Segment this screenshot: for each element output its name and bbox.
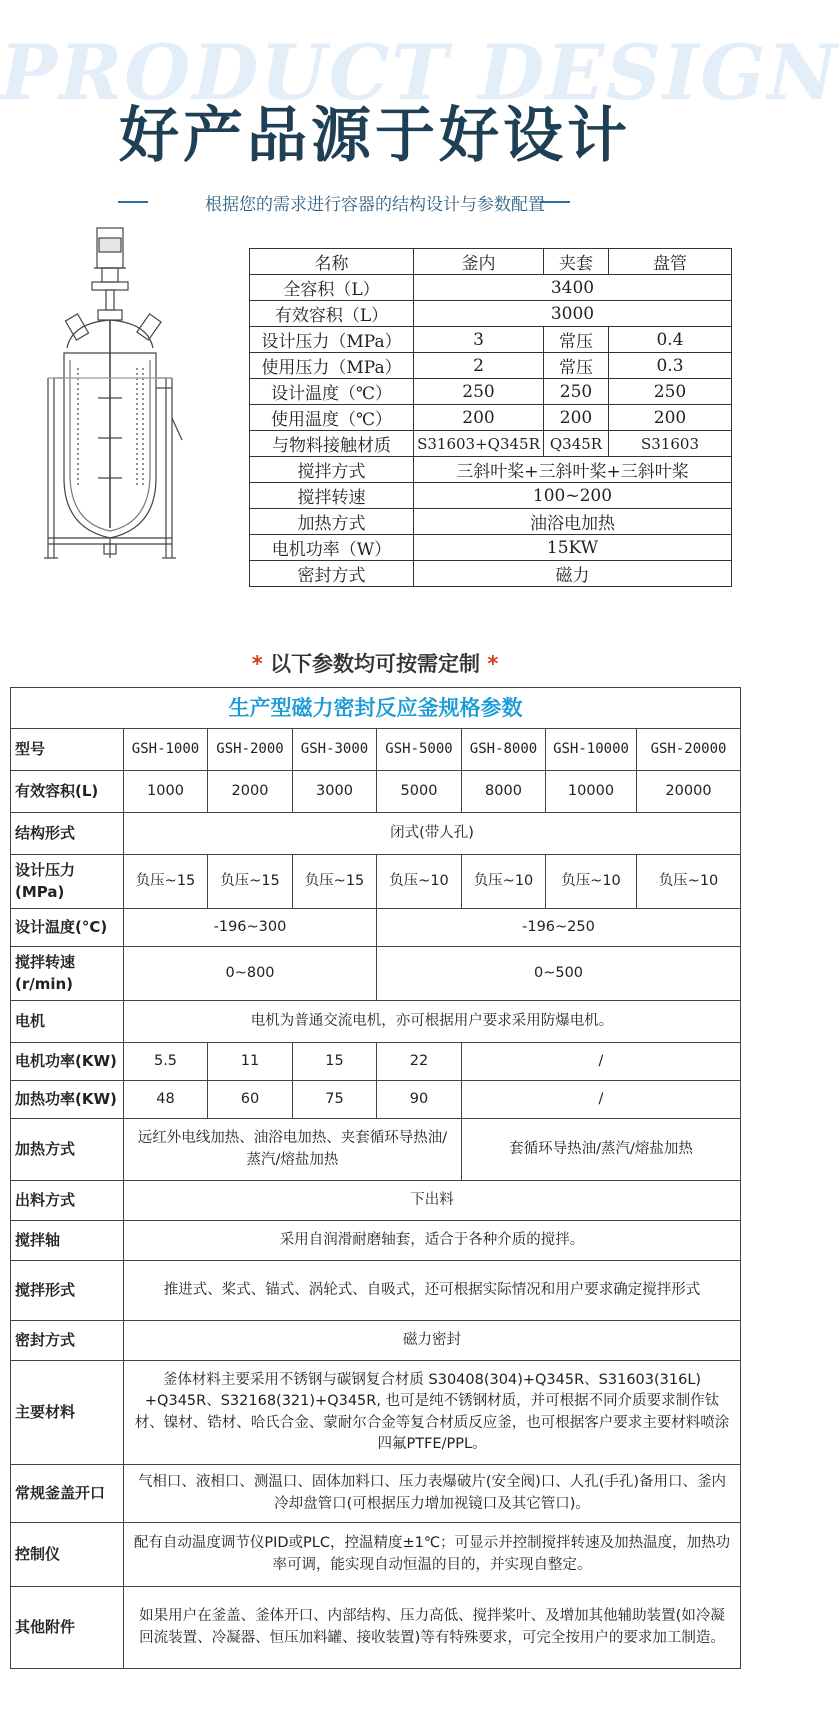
row-label: 搅拌转速(r/min) (11, 947, 124, 1001)
shaft-cell: 采用自润滑耐磨轴套，适合于各种介质的搅拌。 (124, 1221, 741, 1261)
params-row (250, 405, 732, 431)
spec-row-speed (11, 947, 741, 1001)
params-name-cell: 设计温度（℃） (250, 379, 414, 405)
pressure-cell: 负压~10 (546, 855, 637, 909)
params-value-cell: 200 (414, 405, 544, 431)
heat-power-cell: 48 (124, 1081, 208, 1119)
params-name-cell: 使用温度（℃） (250, 405, 414, 431)
params-value-cell: 0.4 (609, 327, 732, 353)
spec-row-model (11, 729, 741, 771)
params-value-cell: 常压 (544, 327, 609, 353)
row-label: 搅拌轴 (11, 1221, 124, 1261)
row-label: 控制仪 (11, 1523, 124, 1587)
heat-power-cell: 60 (208, 1081, 293, 1119)
params-value-cell: 0.3 (609, 353, 732, 379)
motor-power-cell: / (462, 1043, 741, 1081)
params-name-cell: 使用压力（MPa） (250, 353, 414, 379)
row-label: 电机 (11, 1001, 124, 1043)
agitator-cell: 推进式、桨式、锚式、涡轮式、自吸式，还可根据实际情况和用户要求确定搅拌形式 (124, 1261, 741, 1321)
spec-row-design-temp (11, 909, 741, 947)
motor-power-cell: 22 (377, 1043, 462, 1081)
params-row (250, 509, 732, 535)
model-cell: GSH-1000 (124, 729, 208, 771)
temp-cell: -196~300 (124, 909, 377, 947)
row-label: 设计温度(°C) (11, 909, 124, 947)
volume-cell: 5000 (377, 771, 462, 813)
params-name-cell: 有效容积（L） (250, 301, 414, 327)
params-value-cell: Q345R (544, 431, 609, 457)
params-header-cell: 釜内 (414, 249, 544, 275)
params-value-cell: S31603 (609, 431, 732, 457)
pressure-cell: 负压~15 (293, 855, 377, 909)
params-row (250, 301, 732, 327)
row-label: 结构形式 (11, 813, 124, 855)
params-row (250, 431, 732, 457)
row-label: 设计压力(MPa) (11, 855, 124, 909)
params-value-cell: 100~200 (414, 483, 732, 509)
row-label: 密封方式 (11, 1321, 124, 1361)
params-row (250, 561, 732, 587)
model-cell: GSH-3000 (293, 729, 377, 771)
spec-row-motor-power (11, 1043, 741, 1081)
customization-text: 以下参数均可按需定制 (262, 652, 488, 676)
volume-cell: 10000 (546, 771, 637, 813)
params-value-cell: 200 (544, 405, 609, 431)
control-cell: 配有自动温度调节仪PID或PLC，控温精度±1℃；可显示并控制搅拌转速及加热温度，加热功率可调，能实现自动恒温的目的，并实现自整定。 (124, 1523, 741, 1587)
params-value-cell: 三斜叶桨+三斜叶桨+三斜叶桨 (414, 457, 732, 483)
row-label: 主要材料 (11, 1361, 124, 1465)
row-label: 常规釜盖开口 (11, 1465, 124, 1523)
model-cell: GSH-2000 (208, 729, 293, 771)
spec-row-discharge (11, 1181, 741, 1221)
spec-row-control (11, 1523, 741, 1587)
spec-row-accessories (11, 1587, 741, 1669)
spec-row-heat-power (11, 1081, 741, 1119)
spec-row-material (11, 1361, 741, 1465)
params-value-cell: 油浴电加热 (414, 509, 732, 535)
row-label: 有效容积(L) (11, 771, 124, 813)
structure-cell: 闭式(带人孔) (124, 813, 741, 855)
spec-row-seal (11, 1321, 741, 1361)
openings-cell: 气相口、液相口、测温口、固体加料口、压力表爆破片(安全阀)口、人孔(手孔)备用口、釜内冷却盘管口(可根据压力增加视镜口及其它管口)。 (124, 1465, 741, 1523)
params-value-cell: 3 (414, 327, 544, 353)
row-label: 搅拌形式 (11, 1261, 124, 1321)
params-value-cell: 2 (414, 353, 544, 379)
material-cell: 釜体材料主要采用不锈钢与碳钢复合材质 S30408(304)+Q345R、S31603(316L) +Q345R、S32168(321)+Q345R, 也可是纯不锈钢材质，并可根据不同介质要求制作钛材、镍材、锆材、哈氏合金、蒙耐尔合金等复合材质反应釜，也可根据客户要求主要材料喷涂四氟PTFE/PPL。 (124, 1361, 741, 1465)
customization-note (0, 648, 750, 678)
params-name-cell: 设计压力（MPa） (250, 327, 414, 353)
params-header-row (250, 249, 732, 275)
volume-cell: 1000 (124, 771, 208, 813)
params-name-cell: 全容积（L） (250, 275, 414, 301)
params-value-cell: 250 (544, 379, 609, 405)
params-value-cell: 250 (609, 379, 732, 405)
params-row (250, 275, 732, 301)
accessories-cell: 如果用户在釜盖、釜体开口、内部结构、压力高低、搅拌桨叶、及增加其他辅助装置(如冷凝回流装置、冷凝器、恒压加料罐、接收装置)等有特殊要求，可完全按用户的要求加工制造。 (124, 1587, 741, 1669)
params-value-cell: 磁力 (414, 561, 732, 587)
spec-caption-row (11, 688, 741, 729)
discharge-cell: 下出料 (124, 1181, 741, 1221)
params-value-cell: 250 (414, 379, 544, 405)
params-header-cell: 夹套 (544, 249, 609, 275)
params-value-cell: 3000 (414, 301, 732, 327)
params-header-cell: 盘管 (609, 249, 732, 275)
row-label: 加热功率(KW) (11, 1081, 124, 1119)
heating-cell: 套循环导热油/蒸汽/熔盐加热 (462, 1119, 741, 1181)
volume-cell: 20000 (637, 771, 741, 813)
params-row (250, 327, 732, 353)
pressure-cell: 负压~10 (637, 855, 741, 909)
asterisk-icon: * (251, 652, 263, 676)
motor-power-cell: 11 (208, 1043, 293, 1081)
spec-table (10, 687, 741, 1669)
reactor-diagram (42, 228, 232, 638)
params-name-cell: 搅拌转速 (250, 483, 414, 509)
spec-row-heating (11, 1119, 741, 1181)
params-row (250, 353, 732, 379)
params-name-cell: 加热方式 (250, 509, 414, 535)
heat-power-cell: 75 (293, 1081, 377, 1119)
params-name-cell: 搅拌方式 (250, 457, 414, 483)
params-row (250, 483, 732, 509)
spec-title: 生产型磁力密封反应釜规格参数 (11, 688, 741, 729)
volume-cell: 8000 (462, 771, 546, 813)
model-cell: GSH-20000 (637, 729, 741, 771)
params-value-cell: 3400 (414, 275, 732, 301)
params-value-cell: 15KW (414, 535, 732, 561)
pressure-cell: 负压~15 (208, 855, 293, 909)
params-row (250, 379, 732, 405)
params-row (250, 535, 732, 561)
params-value-cell: S31603+Q345R (414, 431, 544, 457)
params-row (250, 457, 732, 483)
params-value-cell: 常压 (544, 353, 609, 379)
speed-cell: 0~500 (377, 947, 741, 1001)
heat-power-cell: 90 (377, 1081, 462, 1119)
temp-cell: -196~250 (377, 909, 741, 947)
row-label: 电机功率(KW) (11, 1043, 124, 1081)
spec-row-agitator (11, 1261, 741, 1321)
speed-cell: 0~800 (124, 947, 377, 1001)
model-cell: GSH-8000 (462, 729, 546, 771)
params-name-cell: 密封方式 (250, 561, 414, 587)
volume-cell: 3000 (293, 771, 377, 813)
model-cell: GSH-10000 (546, 729, 637, 771)
motor-power-cell: 15 (293, 1043, 377, 1081)
motor-power-cell: 5.5 (124, 1043, 208, 1081)
spec-row-shaft (11, 1221, 741, 1261)
spec-row-design-pressure (11, 855, 741, 909)
page-subtitle: 根据您的需求进行容器的结构设计与参数配置 (205, 195, 545, 215)
params-header-cell: 名称 (250, 249, 414, 275)
pressure-cell: 负压~10 (462, 855, 546, 909)
spec-row-motor (11, 1001, 741, 1043)
row-label: 型号 (11, 729, 124, 771)
spec-row-openings (11, 1465, 741, 1523)
spec-row-structure (11, 813, 741, 855)
page-title: 好产品源于好设计 (119, 101, 631, 171)
motor-cell: 电机为普通交流电机，亦可根据用户要求采用防爆电机。 (124, 1001, 741, 1043)
spec-row-volume (11, 771, 741, 813)
asterisk-icon: * (487, 652, 499, 676)
params-value-cell: 200 (609, 405, 732, 431)
heating-cell: 远红外电线加热、油浴电加热、夹套循环导热油/蒸汽/熔盐加热 (124, 1119, 462, 1181)
row-label: 加热方式 (11, 1119, 124, 1181)
row-label: 其他附件 (11, 1587, 124, 1669)
watermark-text: PRODUCT DESIGN (0, 28, 839, 117)
spec-table-wrapper (10, 687, 740, 1669)
pressure-cell: 负压~10 (377, 855, 462, 909)
params-table (249, 248, 732, 587)
seal-cell: 磁力密封 (124, 1321, 741, 1361)
heat-power-cell: / (462, 1081, 741, 1119)
row-label: 出料方式 (11, 1181, 124, 1221)
model-cell: GSH-5000 (377, 729, 462, 771)
params-name-cell: 与物料接触材质 (250, 431, 414, 457)
hero-banner (0, 0, 839, 230)
volume-cell: 2000 (208, 771, 293, 813)
params-name-cell: 电机功率（W） (250, 535, 414, 561)
pressure-cell: 负压~15 (124, 855, 208, 909)
